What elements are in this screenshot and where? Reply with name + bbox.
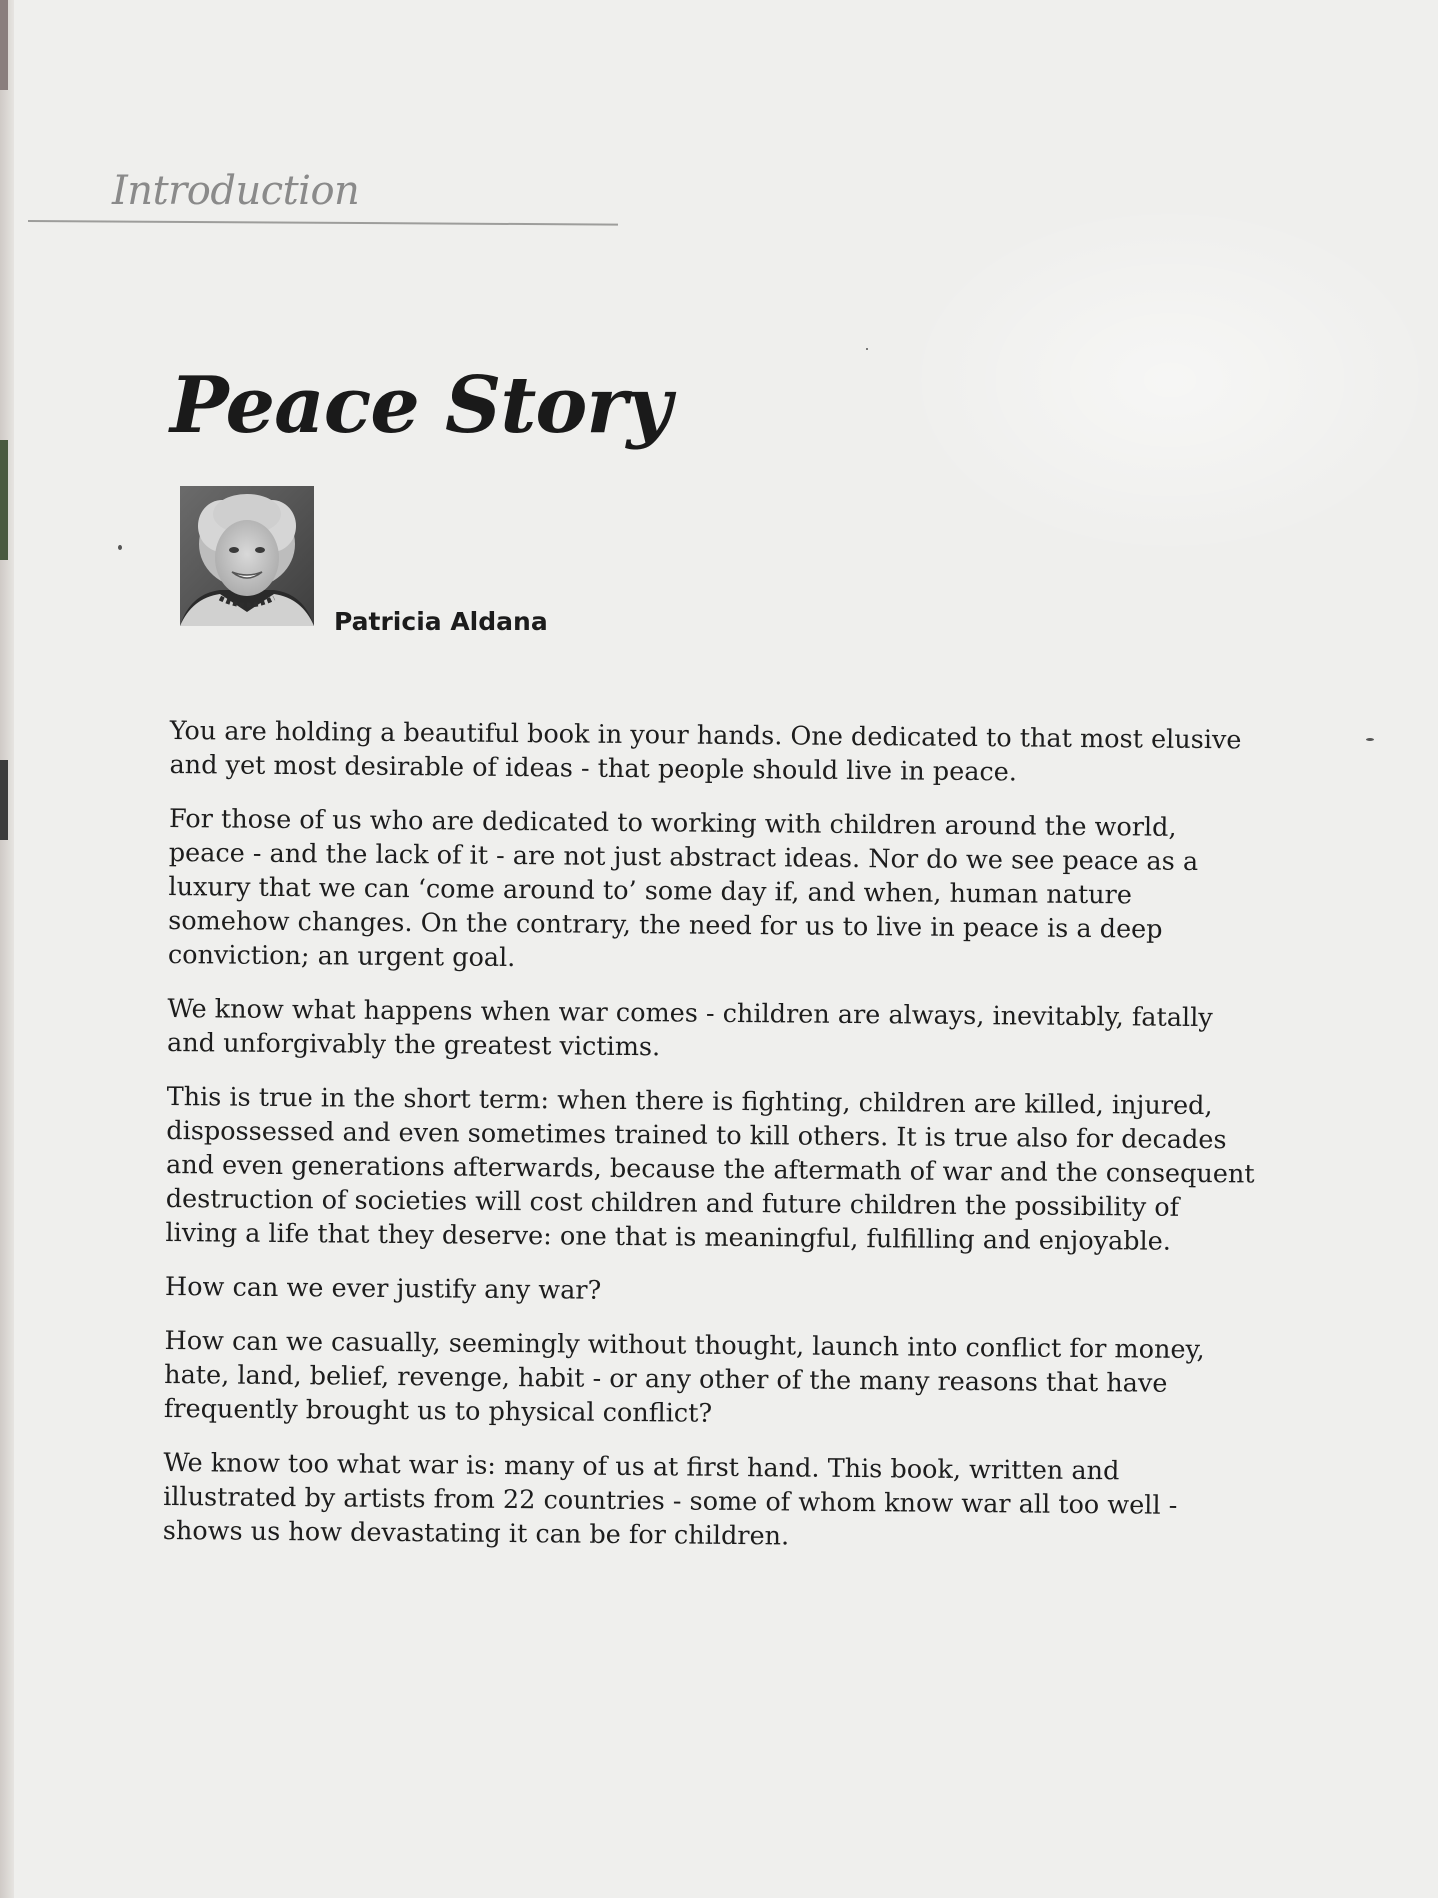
paragraph: We know what happens when war comes - children are always, inevitably, fatally and unforgivably the greatest victims. xyxy=(166,993,1213,1063)
article-title: Peace Story xyxy=(170,360,671,451)
author-name: Patricia Aldana xyxy=(334,607,548,636)
paragraph: You are holding a beautiful book in your hands. One dedicated to that most elusive and yet most desirable of ideas - that people should live in peace. xyxy=(169,715,1242,788)
section-label: Introduction xyxy=(112,168,360,214)
paragraph: This is true in the short term: when there is fighting, children are killed, injured, dispossessed and even sometimes trained to kill others. It is true also for decades and even generations afterwards, because the aftermath of war and the consequent destruction of societies will cost children and future children the possibility of living a life that they deserve: one that is meaningful, fulfilling and enjoyable. xyxy=(165,1081,1255,1257)
spine-mark xyxy=(0,440,8,560)
spine-mark xyxy=(0,760,8,840)
paragraph: For those of us who are dedicated to working with children around the world, peace - and the lack of it - are not just abstract ideas. Nor do we see peace as a luxury that we can ‘come around to’ some day if, and when, human nature somehow changes. On the contrary, the need for us to live in peace is a deep conviction; an urgent goal. xyxy=(167,803,1199,974)
article-body xyxy=(163,714,1260,1577)
scan-speck xyxy=(866,348,868,350)
scan-speck xyxy=(1366,738,1374,741)
spine-mark xyxy=(0,0,8,90)
scan-speck xyxy=(118,545,122,550)
paragraph: We know too what war is: many of us at first hand. This book, written and illustrated by artists from 22 countries - some of whom know war all too well - shows us how devastating it can be for children. xyxy=(162,1447,1178,1552)
book-spine-edge xyxy=(0,0,14,1898)
scan-glare xyxy=(900,200,1438,560)
paragraph: How can we casually, seemingly without thought, launch into conflict for money, hate, land, belief, revenge, habit - or any other of the many reasons that have frequently brought us to physical conflict? xyxy=(163,1325,1205,1429)
author-portrait-image xyxy=(180,486,314,626)
section-rule xyxy=(28,220,618,226)
author-portrait xyxy=(180,486,314,626)
paragraph: How can we ever justify any war? xyxy=(164,1271,602,1306)
